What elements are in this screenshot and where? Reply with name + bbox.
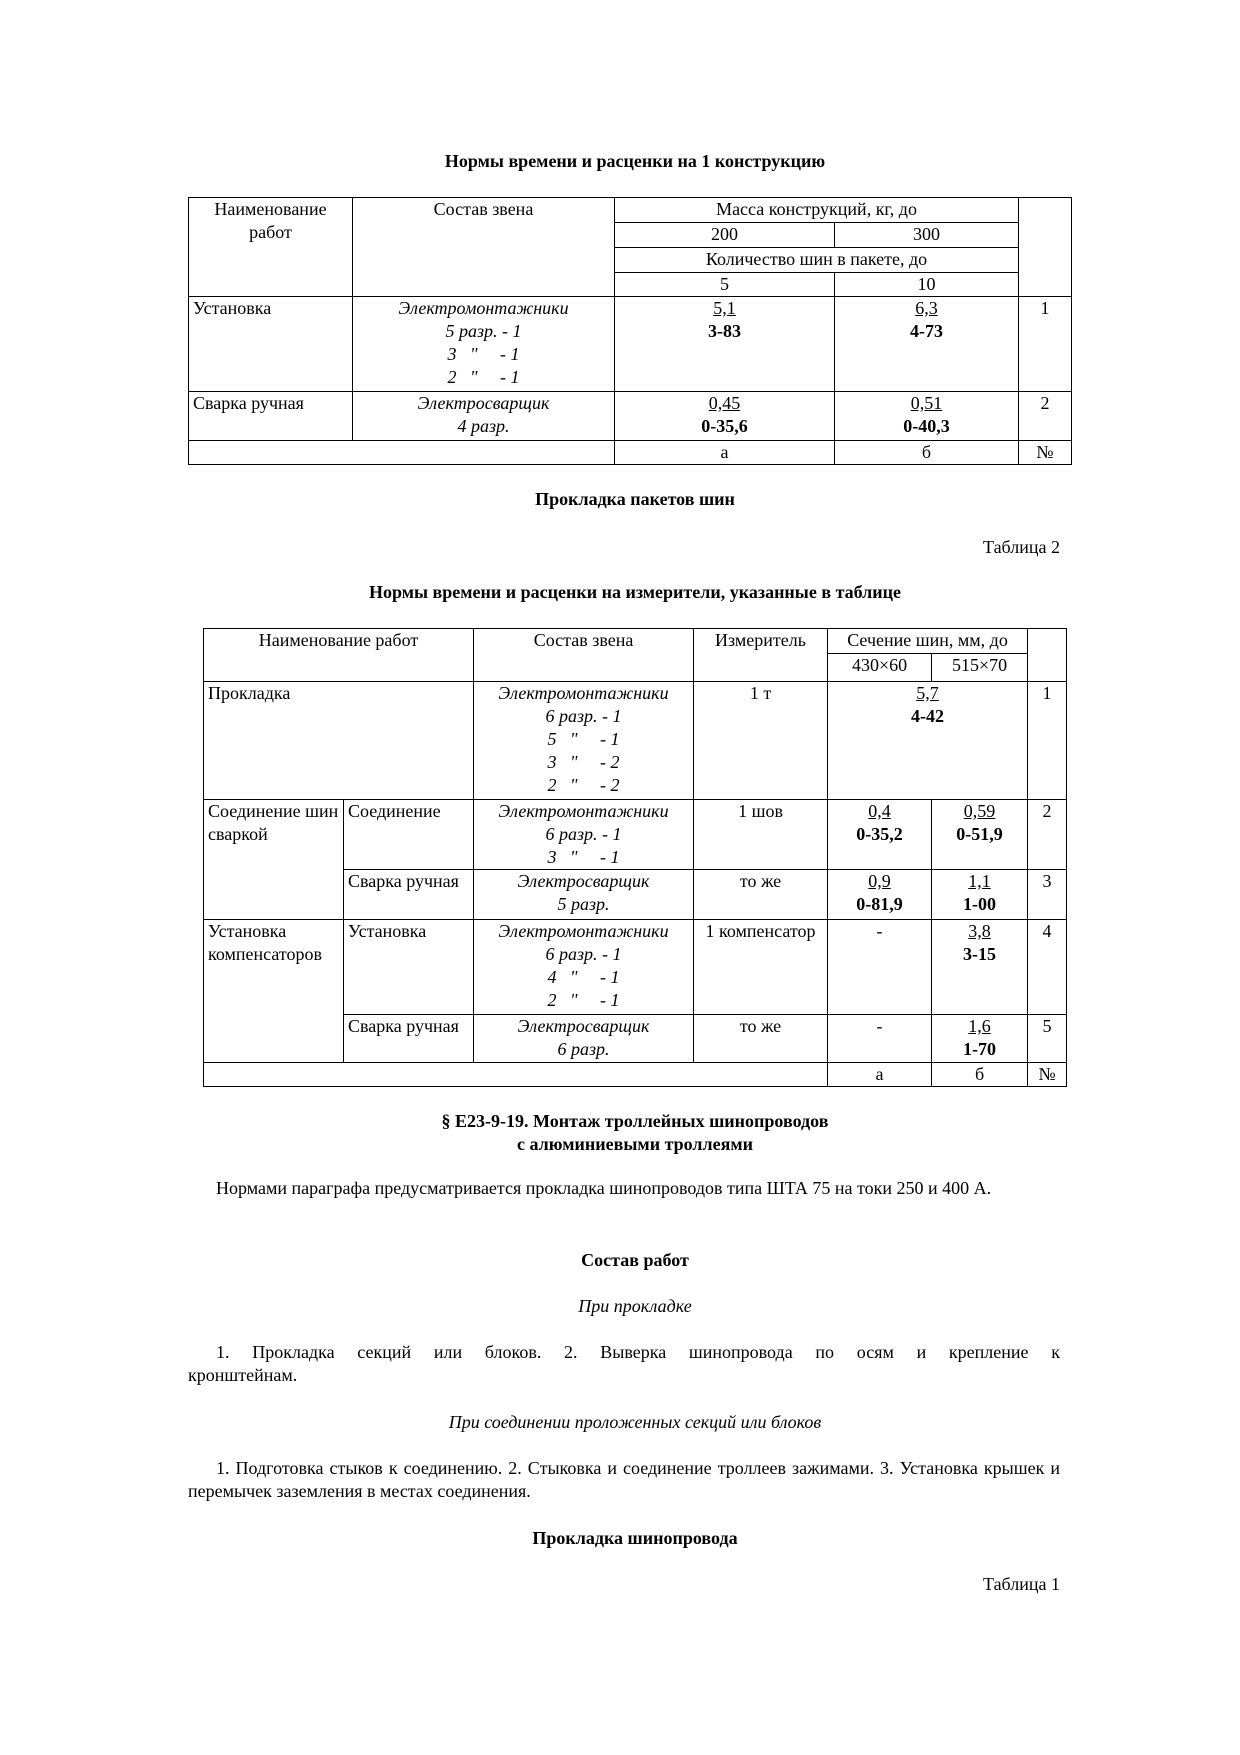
section-515x70: 515×70 <box>932 654 1028 682</box>
subheading-joining: При соединении проложенных секций или блоков <box>448 1412 822 1432</box>
crew: Электросварщик 6 разр. <box>474 1015 694 1063</box>
table-row <box>189 392 1072 441</box>
row-number: 1 <box>1019 297 1072 392</box>
intro-text: Нормами параграфа предусматривается прокладка шинопроводов типа ШТА 75 на токи 250 и 400 А. <box>216 1178 992 1198</box>
header-no <box>1019 198 1072 297</box>
header-name: Наименование работ <box>189 198 353 297</box>
table2-title: Нормы времени и расценки на измерители, указанные в таблице <box>368 582 902 602</box>
work-name: Сварка ручная <box>189 392 353 441</box>
row-number: 5 <box>1028 1015 1067 1063</box>
group-name: Установка компенсаторов <box>204 920 344 1063</box>
work-name: Сварка ручная <box>344 1015 474 1063</box>
header-unit: Измеритель <box>694 629 828 682</box>
footer-b: б <box>835 441 1019 465</box>
value-b: 1,6 1-70 <box>932 1015 1028 1063</box>
table-label: Таблица 1 <box>983 1574 1060 1594</box>
work-name: Прокладка <box>204 682 474 800</box>
table-label: Таблица 2 <box>983 537 1060 557</box>
crew: Электросварщик 5 разр. <box>474 870 694 920</box>
crew: Электромонтажники 5 разр. - 1 3 " - 1 2 " - 1 <box>353 297 615 392</box>
header-count: Количество шин в пакете, до <box>615 248 1019 273</box>
work-name: Установка <box>189 297 353 392</box>
footer-a: а <box>828 1063 932 1087</box>
laying-steps: 1. Прокладка секций или блоков. 2. Выверка шинопровода по осям и крепление к кронштейнам. <box>188 1342 1060 1385</box>
paragraph-heading: § Е23-9-19. Монтаж троллейных шинопроводов с алюминиевыми троллеями <box>441 1111 829 1154</box>
footer-row <box>204 1063 1067 1087</box>
value-a: - <box>828 920 932 1015</box>
row-number: 2 <box>1019 392 1072 441</box>
crew: Электромонтажники 6 разр. - 1 4 " - 1 2 " - 1 <box>474 920 694 1015</box>
unit: то же <box>694 870 828 920</box>
header-name: Наименование работ <box>204 629 474 682</box>
crew: Электромонтажники 6 разр. - 1 3 " - 1 <box>474 800 694 870</box>
unit: 1 компенсатор <box>694 920 828 1015</box>
value-a: 0,4 0-35,2 <box>828 800 932 870</box>
value-a: - <box>828 1015 932 1063</box>
table-row <box>204 800 1067 870</box>
count-10: 10 <box>835 273 1019 297</box>
row-number: 4 <box>1028 920 1067 1015</box>
unit: 1 т <box>694 682 828 800</box>
value-b: 1,1 1-00 <box>932 870 1028 920</box>
norms-table-1 <box>188 197 1072 465</box>
footer-no: № <box>1028 1063 1067 1087</box>
table-row <box>204 920 1067 1015</box>
footer-a: а <box>615 441 835 465</box>
mass-300: 300 <box>835 223 1019 248</box>
work-name: Установка <box>344 920 474 1015</box>
mass-200: 200 <box>615 223 835 248</box>
section-430x60: 430×60 <box>828 654 932 682</box>
table-row <box>189 297 1072 392</box>
work-name: Сварка ручная <box>344 870 474 920</box>
value-b: 3,8 3-15 <box>932 920 1028 1015</box>
table1-title: Нормы времени и расценки на 1 конструкцию <box>444 151 826 171</box>
footer-b: б <box>932 1063 1028 1087</box>
value-a: 0,45 0-35,6 <box>615 392 835 441</box>
subheading-laying: При прокладке <box>578 1296 692 1316</box>
value-b: 6,3 4-73 <box>835 297 1019 392</box>
work-composition-title: Состав работ <box>581 1250 689 1270</box>
crew: Электросварщик 4 разр. <box>353 392 615 441</box>
unit: то же <box>694 1015 828 1063</box>
row-number: 3 <box>1028 870 1067 920</box>
count-5: 5 <box>615 273 835 297</box>
norms-table-2 <box>203 628 1067 1087</box>
footer-row <box>189 441 1072 465</box>
table-row <box>204 682 1067 800</box>
header-mass: Масса конструкций, кг, до <box>615 198 1019 223</box>
header-section: Сечение шин, мм, до <box>828 629 1028 654</box>
value-b: 0,51 0-40,3 <box>835 392 1019 441</box>
crew: Электромонтажники 6 разр. - 1 5 " - 1 3 " - 2 2 " - 2 <box>474 682 694 800</box>
value-b: 0,59 0-51,9 <box>932 800 1028 870</box>
unit: 1 шов <box>694 800 828 870</box>
footer-no: № <box>1019 441 1072 465</box>
row-number: 2 <box>1028 800 1067 870</box>
busway-heading: Прокладка шинопровода <box>532 1528 738 1548</box>
value-a: 5,1 3-83 <box>615 297 835 392</box>
work-name: Соединение <box>344 800 474 870</box>
row-number: 1 <box>1028 682 1067 800</box>
value: 5,7 4-42 <box>828 682 1028 800</box>
group-name: Соединение шин сваркой <box>204 800 344 920</box>
header-crew: Состав звена <box>474 629 694 682</box>
value-a: 0,9 0-81,9 <box>828 870 932 920</box>
header-crew: Состав звена <box>353 198 615 297</box>
joining-steps: 1. Подготовка стыков к соединению. 2. Стыковка и соединение троллеев зажимами. 3. Установка крышек и перемычек заземления в местах соединения. <box>188 1458 1060 1501</box>
section-heading: Прокладка пакетов шин <box>535 489 735 509</box>
